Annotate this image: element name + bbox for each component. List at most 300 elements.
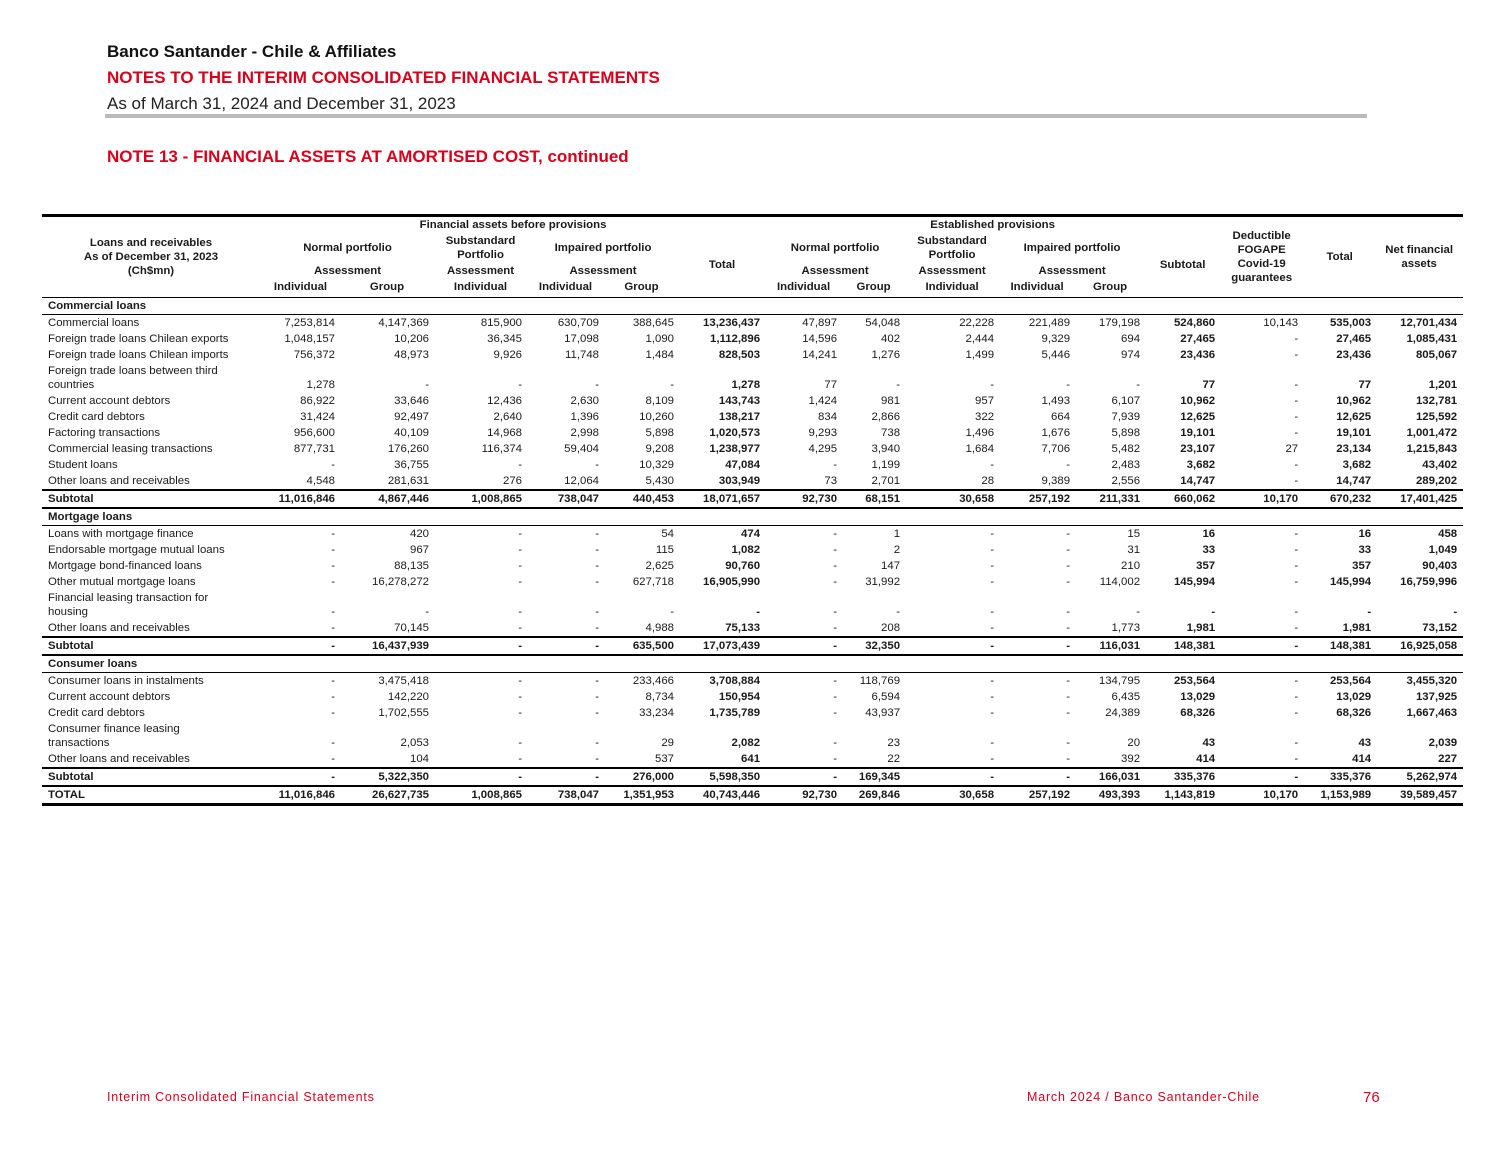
table-cell: 142,220 bbox=[387, 691, 429, 703]
table-cell: - bbox=[331, 753, 335, 765]
table-cell: 1,981 bbox=[1186, 622, 1216, 634]
table-cell: 23,134 bbox=[1336, 443, 1372, 455]
table-cell: - bbox=[990, 691, 995, 703]
table-cell: 474 bbox=[741, 528, 761, 540]
table-cell: - bbox=[331, 737, 335, 749]
table-cell: 4,867,446 bbox=[341, 490, 435, 508]
row-label bbox=[42, 347, 262, 363]
row-header bbox=[42, 216, 262, 298]
assessment-header: Assessment bbox=[313, 265, 382, 277]
table-cell: - bbox=[906, 768, 1000, 786]
table-cell: - bbox=[528, 768, 605, 786]
subtotal-row bbox=[42, 490, 1463, 508]
table-cell: - bbox=[331, 691, 335, 703]
table-cell: - bbox=[1453, 606, 1458, 618]
row-label-text: housing bbox=[48, 606, 88, 618]
table-cell: 1,396 bbox=[570, 411, 599, 423]
table-cell: - bbox=[1294, 576, 1299, 588]
table-cell: - bbox=[990, 707, 995, 719]
table-cell: 9,926 bbox=[493, 349, 522, 361]
normal-portfolio-header: Normal portfolio bbox=[790, 242, 880, 254]
table-cell: 738,047 bbox=[528, 490, 605, 508]
table-cell: 388,645 bbox=[632, 317, 674, 329]
company-name: Banco Santander - Chile & Affiliates bbox=[107, 42, 397, 61]
row-label bbox=[42, 786, 262, 805]
table-cell: - bbox=[595, 379, 599, 391]
table-cell: 208 bbox=[881, 622, 901, 634]
note-title: NOTE 13 - FINANCIAL ASSETS AT AMORTISED COST, continued bbox=[107, 147, 629, 166]
row-label-text: Other loans and receivables bbox=[48, 753, 190, 765]
table-cell: 5,262,974 bbox=[1377, 768, 1463, 786]
table-cell: - bbox=[518, 753, 522, 765]
table-cell: 210 bbox=[1121, 560, 1141, 572]
table-cell: - bbox=[833, 606, 838, 618]
group-header: Group bbox=[1092, 281, 1128, 293]
table-cell: 148,381 bbox=[1304, 637, 1377, 655]
table-cell: 16 bbox=[1358, 528, 1372, 540]
table-cell: 1,484 bbox=[645, 349, 674, 361]
table-cell: 16,278,272 bbox=[371, 576, 429, 588]
table-cell: 276,000 bbox=[605, 768, 680, 786]
table-cell: 90,403 bbox=[1422, 560, 1458, 572]
row-label-text: Other loans and receivables bbox=[48, 475, 190, 487]
table-cell: 1,143,819 bbox=[1146, 786, 1221, 805]
table-cell: 33,234 bbox=[639, 707, 674, 719]
section-row bbox=[42, 298, 1463, 315]
row-label bbox=[42, 768, 262, 786]
table-cell: - bbox=[1066, 606, 1071, 618]
table-cell: - bbox=[1221, 768, 1304, 786]
table-cell: 138,217 bbox=[718, 411, 761, 423]
table-cell: 16,925,058 bbox=[1377, 637, 1463, 655]
table-cell: 1,049 bbox=[1428, 544, 1458, 556]
header-divider bbox=[105, 114, 1367, 118]
table-cell: 68,326 bbox=[1336, 707, 1372, 719]
table-cell: - bbox=[990, 737, 995, 749]
table-cell: - bbox=[990, 528, 995, 540]
table-cell: - bbox=[990, 459, 995, 471]
row-label-text: Foreign trade loans between third bbox=[48, 365, 218, 377]
row-header-line: As of December 31, 2023 bbox=[83, 251, 219, 263]
table-cell: 77 bbox=[1202, 379, 1216, 391]
table-cell: - bbox=[331, 528, 335, 540]
row-label-text: Credit card debtors bbox=[48, 411, 145, 423]
table-cell: 114,002 bbox=[1099, 576, 1141, 588]
table-cell: 7,253,814 bbox=[284, 317, 335, 329]
table-cell: - bbox=[331, 606, 335, 618]
table-cell: 2,625 bbox=[645, 560, 674, 572]
table-cell: 12,436 bbox=[487, 395, 522, 407]
table-cell: - bbox=[331, 560, 335, 572]
group-header: Group bbox=[624, 281, 659, 293]
table-cell: - bbox=[1294, 622, 1299, 634]
table-cell: 10,962 bbox=[1180, 395, 1216, 407]
row-label-text: TOTAL bbox=[48, 789, 85, 801]
group-header-established-provisions: Established provisions bbox=[766, 216, 1221, 234]
table-cell: 2 bbox=[893, 544, 901, 556]
assessment-header: Assessment bbox=[446, 265, 515, 277]
table-cell: 2,866 bbox=[871, 411, 901, 423]
table-cell: 2,483 bbox=[1111, 459, 1141, 471]
loans-receivables-table bbox=[42, 214, 1463, 806]
table-cell: 392 bbox=[1121, 753, 1141, 765]
table-cell: 3,475,418 bbox=[378, 675, 429, 687]
table-cell: 627,718 bbox=[632, 576, 674, 588]
grand-total-row bbox=[42, 786, 1463, 805]
row-label-text: Commercial leasing transactions bbox=[48, 443, 213, 455]
table-cell: - bbox=[1294, 395, 1299, 407]
table-cell: - bbox=[1000, 637, 1076, 655]
table-cell: 756,372 bbox=[293, 349, 335, 361]
table-cell: - bbox=[262, 768, 341, 786]
deductible-fogape-header: Deductible FOGAPE Covid-19 guarantees bbox=[1221, 216, 1304, 298]
table-cell: - bbox=[1066, 622, 1071, 634]
table-cell: 1,773 bbox=[1111, 622, 1141, 634]
table-cell: - bbox=[595, 560, 599, 572]
table-cell: - bbox=[331, 622, 335, 634]
table-cell: 738,047 bbox=[528, 786, 605, 805]
table-cell: 1,684 bbox=[965, 443, 995, 455]
table-cell: 14,241 bbox=[802, 349, 838, 361]
page-number: 76 bbox=[1363, 1089, 1380, 1106]
table-cell: 31 bbox=[1127, 544, 1141, 556]
table-cell: 2,053 bbox=[400, 737, 429, 749]
table-cell: 16,437,939 bbox=[341, 637, 435, 655]
table-cell: 535,003 bbox=[1329, 317, 1372, 329]
table-cell: 4,548 bbox=[306, 475, 335, 487]
table-cell: 143,743 bbox=[718, 395, 761, 407]
table-cell: 10,260 bbox=[639, 411, 674, 423]
table-cell: - bbox=[331, 707, 335, 719]
table-cell: 1,153,989 bbox=[1304, 786, 1377, 805]
table-cell: 11,016,846 bbox=[262, 786, 341, 805]
table-cell: 9,293 bbox=[808, 427, 838, 439]
table-cell: 5,430 bbox=[645, 475, 674, 487]
table-cell: 1,499 bbox=[965, 349, 995, 361]
row-label bbox=[42, 441, 262, 457]
table-cell: 1,424 bbox=[808, 395, 838, 407]
table-cell: - bbox=[425, 379, 429, 391]
individual-header: Individual bbox=[273, 281, 328, 293]
row-label-text: Other loans and receivables bbox=[48, 622, 190, 634]
table-cell: 1,199 bbox=[871, 459, 901, 471]
table-cell: 1,667,463 bbox=[1406, 707, 1458, 719]
table-cell: - bbox=[1294, 606, 1299, 618]
table-cell: 27,465 bbox=[1336, 333, 1372, 345]
table-cell: 2,998 bbox=[570, 427, 599, 439]
table-cell: 73,152 bbox=[1422, 622, 1458, 634]
table-cell: 115 bbox=[655, 544, 674, 556]
row-label bbox=[42, 721, 262, 751]
table-cell: 77 bbox=[1358, 379, 1372, 391]
table-cell: - bbox=[595, 544, 599, 556]
row-label bbox=[42, 637, 262, 655]
table-cell: 10,329 bbox=[639, 459, 674, 471]
table-cell: 30,658 bbox=[906, 490, 1000, 508]
notes-title: NOTES TO THE INTERIM CONSOLIDATED FINANCIAL STATEMENTS bbox=[107, 68, 660, 87]
table-cell: 1,276 bbox=[871, 349, 901, 361]
table-cell: 1,215,843 bbox=[1406, 443, 1458, 455]
table-cell: 33,646 bbox=[394, 395, 429, 407]
row-label bbox=[42, 409, 262, 425]
row-label bbox=[42, 473, 262, 490]
table-cell: 92,730 bbox=[766, 490, 843, 508]
table-cell: - bbox=[1294, 333, 1299, 345]
row-label-text: Credit card debtors bbox=[48, 707, 145, 719]
row-label-text: Foreign trade loans Chilean imports bbox=[48, 349, 229, 361]
substandard-portfolio-header: Substandard Portfolio bbox=[917, 235, 987, 261]
table-cell: 48,973 bbox=[394, 349, 429, 361]
impaired-portfolio-header: Impaired portfolio bbox=[1023, 242, 1121, 254]
row-label-text: Subtotal bbox=[48, 493, 94, 505]
table-cell: 738 bbox=[881, 427, 901, 439]
table-cell: 10,962 bbox=[1336, 395, 1372, 407]
table-cell: 335,376 bbox=[1146, 768, 1221, 786]
table-cell: 2,556 bbox=[1111, 475, 1141, 487]
table-cell: 1,082 bbox=[731, 544, 761, 556]
table-cell: 357 bbox=[1352, 560, 1372, 572]
row-header-line: Loans and receivables bbox=[89, 237, 213, 249]
table-cell: 10,206 bbox=[394, 333, 429, 345]
table-cell: - bbox=[833, 544, 838, 556]
table-cell: - bbox=[1066, 737, 1071, 749]
table-cell: 30,658 bbox=[906, 786, 1000, 805]
table-cell: - bbox=[1066, 753, 1071, 765]
row-label bbox=[42, 673, 262, 690]
table-cell: 211,331 bbox=[1076, 490, 1146, 508]
table-cell: 54,048 bbox=[865, 317, 901, 329]
table-cell: 39,589,457 bbox=[1377, 786, 1463, 805]
table-cell: 4,988 bbox=[645, 622, 674, 634]
table-cell: - bbox=[990, 622, 995, 634]
total-before-header: Total bbox=[708, 259, 736, 271]
table-cell: 2,039 bbox=[1428, 737, 1458, 749]
table-cell: 125,592 bbox=[1415, 411, 1458, 423]
footer-left: Interim Consolidated Financial Statements bbox=[107, 1090, 375, 1104]
table-cell: - bbox=[1294, 411, 1299, 423]
table-cell: 3,682 bbox=[1342, 459, 1372, 471]
section-title: Mortgage loans bbox=[42, 508, 1463, 526]
table-cell: 956,600 bbox=[293, 427, 335, 439]
table-cell: 19,101 bbox=[1336, 427, 1372, 439]
table-cell: - bbox=[331, 544, 335, 556]
table-cell: 43 bbox=[1358, 737, 1372, 749]
table-row bbox=[42, 574, 1463, 590]
table-cell: 1,493 bbox=[1041, 395, 1071, 407]
table-cell: 253,564 bbox=[1173, 675, 1216, 687]
table-cell: 257,192 bbox=[1000, 490, 1076, 508]
table-cell: 22,228 bbox=[959, 317, 995, 329]
table-cell: 458 bbox=[1438, 528, 1458, 540]
row-label-text: Loans with mortgage finance bbox=[48, 528, 194, 540]
table-cell: 86,922 bbox=[300, 395, 335, 407]
table-cell: - bbox=[1294, 737, 1299, 749]
table-cell: 1,201 bbox=[1428, 379, 1458, 391]
table-row bbox=[42, 673, 1463, 690]
table-cell: 9,389 bbox=[1041, 475, 1071, 487]
table-cell: 14,747 bbox=[1336, 475, 1372, 487]
table-cell: 957 bbox=[975, 395, 995, 407]
table-cell: - bbox=[833, 753, 838, 765]
table-cell: - bbox=[1294, 753, 1299, 765]
table-cell: - bbox=[518, 560, 522, 572]
table-cell: 4,295 bbox=[808, 443, 838, 455]
table-cell: - bbox=[990, 576, 995, 588]
table-cell: 2,082 bbox=[731, 737, 761, 749]
row-label-text: Mortgage bond-financed loans bbox=[48, 560, 202, 572]
row-label-text: Financial leasing transaction for bbox=[48, 592, 209, 604]
table-cell: 3,455,320 bbox=[1406, 675, 1458, 687]
row-label-text: Commercial loans bbox=[48, 317, 140, 329]
table-cell: 148,381 bbox=[1146, 637, 1221, 655]
table-cell: 805,067 bbox=[1415, 349, 1458, 361]
table-cell: 4,147,369 bbox=[378, 317, 429, 329]
table-cell: 2,630 bbox=[570, 395, 599, 407]
table-cell: 281,631 bbox=[387, 475, 429, 487]
table-cell: - bbox=[1066, 691, 1071, 703]
table-cell: 227 bbox=[1438, 753, 1458, 765]
table-row bbox=[42, 558, 1463, 574]
table-cell: 73 bbox=[824, 475, 838, 487]
table-cell: 5,482 bbox=[1111, 443, 1141, 455]
table-cell: 1,090 bbox=[645, 333, 674, 345]
assessment-header: Assessment bbox=[1038, 265, 1106, 277]
subtotal-row bbox=[42, 768, 1463, 786]
table-cell: 10,170 bbox=[1221, 786, 1304, 805]
section-row bbox=[42, 508, 1463, 526]
table-row bbox=[42, 425, 1463, 441]
section-row bbox=[42, 655, 1463, 673]
table-cell: 43,937 bbox=[865, 707, 901, 719]
table-cell: 14,596 bbox=[802, 333, 838, 345]
table-cell: - bbox=[833, 737, 838, 749]
normal-portfolio-header: Normal portfolio bbox=[303, 242, 392, 254]
table-row bbox=[42, 721, 1463, 751]
table-cell: - bbox=[595, 606, 599, 618]
table-cell: 357 bbox=[1196, 560, 1216, 572]
table-cell: 537 bbox=[654, 753, 674, 765]
table-cell: 1,112,896 bbox=[710, 333, 761, 345]
table-cell: 1,278 bbox=[306, 379, 335, 391]
table-cell: - bbox=[528, 637, 605, 655]
table-cell: - bbox=[595, 753, 599, 765]
table-cell: 92,497 bbox=[394, 411, 429, 423]
table-cell: 641 bbox=[741, 753, 761, 765]
table-cell: 14,747 bbox=[1180, 475, 1216, 487]
table-cell: 147 bbox=[881, 560, 901, 572]
table-cell: 1,981 bbox=[1342, 622, 1372, 634]
table-row bbox=[42, 315, 1463, 332]
table-cell: 440,453 bbox=[605, 490, 680, 508]
table-row bbox=[42, 705, 1463, 721]
table-cell: 253,564 bbox=[1329, 675, 1372, 687]
row-label bbox=[42, 315, 262, 332]
table-cell: 8,734 bbox=[645, 691, 674, 703]
table-cell: - bbox=[990, 606, 995, 618]
table-cell: - bbox=[595, 675, 599, 687]
table-cell: - bbox=[833, 675, 838, 687]
table-cell: 92,730 bbox=[766, 786, 843, 805]
table-cell: 13,029 bbox=[1336, 691, 1372, 703]
table-cell: 2,640 bbox=[493, 411, 522, 423]
table-cell: 16 bbox=[1202, 528, 1216, 540]
table-cell: 179,198 bbox=[1098, 317, 1141, 329]
subtotal-row bbox=[42, 637, 1463, 655]
individual-header: Individual bbox=[925, 281, 979, 293]
table-cell: 40,109 bbox=[394, 427, 429, 439]
table-cell: 18,071,657 bbox=[680, 490, 766, 508]
table-cell: - bbox=[1066, 707, 1071, 719]
table-cell: - bbox=[518, 675, 522, 687]
table-cell: 1,008,865 bbox=[435, 490, 528, 508]
table-cell: 5,322,350 bbox=[341, 768, 435, 786]
table-cell: - bbox=[435, 768, 528, 786]
table-cell: - bbox=[1367, 606, 1372, 618]
table-cell: - bbox=[896, 606, 901, 618]
table-cell: 150,954 bbox=[718, 691, 761, 703]
table-cell: 12,064 bbox=[564, 475, 599, 487]
row-label-text: Student loans bbox=[48, 459, 118, 471]
table-cell: 32,350 bbox=[843, 637, 906, 655]
row-label-text: Current account debtors bbox=[48, 691, 171, 703]
table-cell: 635,500 bbox=[605, 637, 680, 655]
table-cell: 1,702,555 bbox=[378, 707, 429, 719]
table-cell: 145,994 bbox=[1329, 576, 1372, 588]
table-cell: 828,503 bbox=[718, 349, 761, 361]
table-cell: 23 bbox=[887, 737, 901, 749]
table-cell: 7,706 bbox=[1041, 443, 1071, 455]
table-cell: 88,135 bbox=[394, 560, 429, 572]
individual-header: Individual bbox=[453, 281, 508, 293]
table-cell: - bbox=[518, 606, 522, 618]
page-header bbox=[107, 40, 660, 116]
row-label bbox=[42, 689, 262, 705]
table-cell: 19,101 bbox=[1180, 427, 1216, 439]
table-cell: 27,465 bbox=[1180, 333, 1216, 345]
table-cell: 59,404 bbox=[564, 443, 599, 455]
table-cell: 36,755 bbox=[394, 459, 429, 471]
table-cell: 3,682 bbox=[1186, 459, 1216, 471]
table-cell: 815,900 bbox=[480, 317, 522, 329]
table-cell: - bbox=[1136, 379, 1141, 391]
table-cell: - bbox=[595, 459, 599, 471]
table-cell: 1,278 bbox=[731, 379, 761, 391]
table-cell: - bbox=[1294, 427, 1299, 439]
table-cell: 877,731 bbox=[293, 443, 335, 455]
table-cell: 1,676 bbox=[1041, 427, 1071, 439]
table-cell: 145,994 bbox=[1173, 576, 1216, 588]
table-cell: - bbox=[595, 707, 599, 719]
table-cell: 137,925 bbox=[1415, 691, 1458, 703]
table-cell: - bbox=[1294, 475, 1299, 487]
table-row bbox=[42, 441, 1463, 457]
table-cell: - bbox=[990, 675, 995, 687]
table-cell: - bbox=[1066, 560, 1071, 572]
table-cell: 694 bbox=[1121, 333, 1141, 345]
table-cell: - bbox=[833, 560, 838, 572]
table-cell: - bbox=[670, 606, 674, 618]
table-cell: - bbox=[518, 707, 522, 719]
table-cell: - bbox=[1294, 691, 1299, 703]
table-cell: 68,151 bbox=[843, 490, 906, 508]
table-cell: 11,748 bbox=[565, 349, 599, 361]
table-cell: 6,594 bbox=[871, 691, 901, 703]
table-cell: - bbox=[1066, 576, 1071, 588]
table-cell: 630,709 bbox=[557, 317, 599, 329]
table-cell: 43,402 bbox=[1422, 459, 1458, 471]
row-label-text: Consumer finance leasing bbox=[48, 723, 180, 735]
row-label bbox=[42, 574, 262, 590]
